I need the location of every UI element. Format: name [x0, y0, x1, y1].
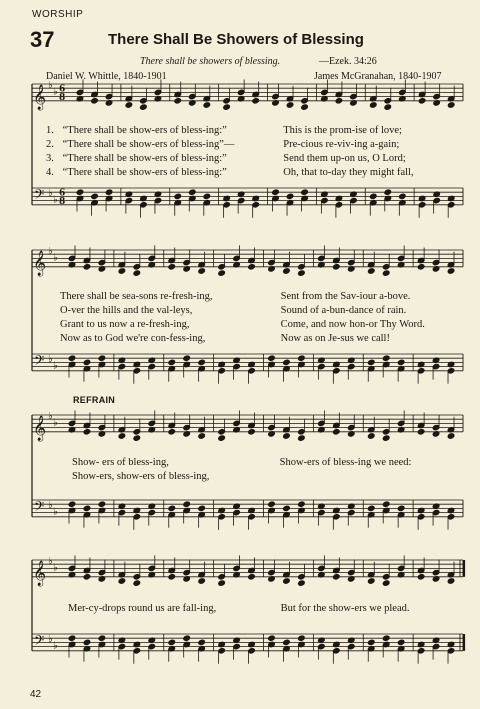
note-head: [174, 98, 182, 105]
lyric-text: Mer-cy-drops round us are fall-ing,: [68, 603, 217, 614]
note-head: [417, 574, 425, 581]
note-head: [168, 359, 176, 366]
lyric-text: There shall be sea-sons re-fresh-ing,: [60, 291, 213, 302]
note-head: [248, 574, 256, 581]
lyric-text: This is the prom-ise of love;: [283, 125, 402, 136]
note-head: [68, 635, 76, 642]
verse-3-line-1: [46, 153, 406, 164]
note-head: [418, 98, 426, 105]
note-head: [198, 433, 206, 440]
note-head: [168, 639, 176, 646]
note-head: [298, 355, 306, 362]
note-head: [367, 268, 375, 275]
note-head: [83, 639, 91, 646]
note-head: [268, 501, 276, 508]
note-head: [83, 429, 91, 436]
note-head: [298, 435, 306, 442]
note-head: [68, 501, 76, 508]
note-head: [369, 102, 377, 109]
note-head: [283, 359, 291, 366]
scripture-text: There shall be showers of blessing.: [140, 56, 281, 67]
note-head: [183, 635, 191, 642]
note-head: [248, 429, 256, 436]
note-head: [125, 102, 133, 109]
note-head: [118, 578, 126, 585]
refrain-line-2: [68, 603, 410, 614]
note-head: [168, 264, 176, 271]
note-head: [283, 433, 291, 440]
lyric-text: “There shall be show-ers of bless-ing”—: [62, 139, 235, 150]
note-head: [301, 189, 309, 196]
verse-4-line-2: [60, 333, 390, 344]
lyric-text: Grant to us now a re-fresh-ing,: [60, 319, 190, 330]
lyric-text: Show- ers of bless-ing,: [72, 457, 169, 468]
note-head: [397, 639, 405, 646]
note-head: [203, 102, 211, 109]
note-head: [83, 574, 91, 581]
note-head: [367, 578, 375, 585]
note-head: [83, 264, 91, 271]
note-head: [283, 578, 291, 585]
note-head: [298, 635, 306, 642]
bass-clef: 𝄢: [34, 186, 45, 206]
note-head: [183, 355, 191, 362]
lyric-text: Come, and now hon-or Thy Word.: [280, 319, 425, 330]
note-head: [286, 102, 294, 109]
note-head: [399, 193, 407, 200]
flat-sign: ♭: [53, 194, 58, 206]
lyric-text: Now as on Je-sus we call!: [280, 333, 390, 344]
note-head: [298, 580, 306, 587]
verse-4-line-1: [46, 167, 414, 178]
note-head: [382, 270, 390, 277]
time-signature: 6: [59, 84, 66, 95]
note-head: [447, 268, 455, 275]
scripture-reference: —Ezek. 34:26: [319, 56, 377, 67]
composer-credit: James McGranahan, 1840-1907: [314, 71, 442, 82]
verse-3-line-2: [60, 319, 425, 330]
lyric-text: “There shall be show-ers of bless-ing:”: [62, 125, 227, 136]
note-head: [382, 501, 390, 508]
flat-sign: ♭: [53, 506, 58, 518]
note-head: [133, 580, 141, 587]
note-head: [168, 429, 176, 436]
note-head: [218, 580, 226, 587]
treble-clef: 𝄞: [33, 84, 47, 110]
flat-sign: ♭: [53, 640, 58, 652]
lyric-text: “There shall be show-ers of bless-ing:”: [62, 167, 227, 178]
lyric-text: Show-ers of bless-ing we need:: [279, 457, 412, 468]
flat-sign: ♭: [48, 411, 53, 422]
note-head: [283, 268, 291, 275]
lyric-text: Sent from the Sav-iour a-bove.: [280, 291, 411, 302]
note-head: [168, 574, 176, 581]
note-head: [248, 264, 256, 271]
flat-sign: ♭: [48, 188, 53, 200]
time-signature: 6: [59, 188, 66, 199]
note-head: [98, 501, 106, 508]
flat-sign: ♭: [48, 634, 53, 646]
treble-clef: 𝄞: [33, 560, 47, 586]
note-head: [198, 578, 206, 585]
note-head: [183, 501, 191, 508]
note-head: [447, 433, 455, 440]
note-head: [91, 98, 99, 105]
flat-sign: ♭: [48, 246, 53, 257]
note-head: [382, 435, 390, 442]
note-head: [198, 359, 206, 366]
note-head: [203, 193, 211, 200]
note-head: [133, 270, 141, 277]
note-head: [397, 359, 405, 366]
flat-sign: ♭: [48, 354, 53, 366]
hymn-title: There Shall Be Showers of Blessing: [108, 31, 364, 48]
note-head: [252, 98, 260, 105]
lyric-text: Pre-cious re-viv-ing a-gain;: [283, 139, 400, 150]
flat-sign: ♭: [53, 417, 58, 429]
author-credit: Daniel W. Whittle, 1840-1901: [46, 71, 167, 82]
note-head: [83, 359, 91, 366]
lyric-text: Show-ers, show-ers of bless-ing,: [72, 471, 210, 482]
note-head: [298, 501, 306, 508]
verse-number: 4.: [46, 167, 54, 178]
note-head: [447, 102, 455, 109]
note-head: [283, 505, 291, 512]
note-head: [118, 433, 126, 440]
refrain-label: REFRAIN: [73, 395, 116, 405]
note-head: [367, 359, 375, 366]
note-head: [301, 104, 309, 111]
verse-2-line-1: [46, 139, 399, 150]
note-head: [286, 193, 294, 200]
section-label: WORSHIP: [32, 9, 84, 20]
note-head: [218, 270, 226, 277]
note-head: [198, 639, 206, 646]
note-head: [333, 264, 341, 271]
bass-clef: 𝄢: [34, 632, 45, 652]
note-head: [382, 355, 390, 362]
verse-1-line-2: [60, 291, 410, 302]
bass-clef: 𝄢: [34, 352, 45, 372]
flat-sign: ♭: [48, 80, 53, 91]
flat-sign: ♭: [53, 360, 58, 372]
refrain-line-1: [72, 457, 411, 468]
lyric-text: O-ver the hills and the val-leys,: [60, 305, 193, 316]
note-head: [367, 433, 375, 440]
note-head: [367, 639, 375, 646]
note-head: [397, 505, 405, 512]
verse-number: 3.: [46, 153, 54, 164]
note-head: [272, 189, 280, 196]
note-head: [198, 505, 206, 512]
flat-sign: ♭: [48, 500, 53, 512]
note-head: [118, 268, 126, 275]
lyric-text: Oh, that to-day they might fall,: [283, 167, 414, 178]
lyric-text: But for the show-ers we plead.: [280, 603, 410, 614]
note-head: [367, 505, 375, 512]
verse-number: 1.: [46, 125, 54, 136]
note-head: [98, 355, 106, 362]
note-head: [384, 189, 392, 196]
time-signature: 8: [59, 92, 66, 103]
note-head: [198, 268, 206, 275]
note-head: [133, 435, 141, 442]
note-head: [333, 574, 341, 581]
note-head: [268, 635, 276, 642]
note-head: [298, 270, 306, 277]
note-head: [223, 104, 231, 111]
note-head: [218, 435, 226, 442]
lyric-text: Now as to God we're con-fess-ing,: [60, 333, 206, 344]
note-head: [333, 429, 341, 436]
time-signature: 8: [59, 196, 66, 207]
verse-number: 2.: [46, 139, 54, 150]
note-head: [382, 635, 390, 642]
flat-sign: ♭: [48, 556, 53, 567]
bass-clef: 𝄢: [34, 498, 45, 518]
note-head: [382, 580, 390, 587]
note-head: [91, 193, 99, 200]
note-head: [447, 578, 455, 585]
flat-sign: ♭: [53, 86, 58, 98]
note-head: [283, 639, 291, 646]
note-head: [384, 104, 392, 111]
note-head: [105, 189, 113, 196]
verse-1-line-1: [46, 125, 402, 136]
refrain-line-1-alto: [72, 471, 209, 482]
note-head: [140, 104, 148, 111]
note-head: [417, 264, 425, 271]
note-head: [417, 429, 425, 436]
note-head: [76, 189, 84, 196]
lyric-text: Sound of a-bun-dance of rain.: [280, 305, 407, 316]
note-head: [369, 193, 377, 200]
lyric-text: Send them up-on us, O Lord;: [283, 153, 406, 164]
hymn-number: 37: [30, 27, 55, 52]
note-head: [98, 635, 106, 642]
verse-2-line-2: [60, 305, 406, 316]
note-head: [168, 505, 176, 512]
note-head: [188, 189, 196, 196]
note-head: [268, 355, 276, 362]
page-number: 42: [30, 689, 42, 700]
treble-clef: 𝄞: [33, 415, 47, 441]
note-head: [83, 505, 91, 512]
note-head: [174, 193, 182, 200]
note-head: [335, 98, 343, 105]
flat-sign: ♭: [53, 562, 58, 574]
note-head: [68, 355, 76, 362]
treble-clef: 𝄞: [33, 250, 47, 276]
lyric-text: “There shall be show-ers of bless-ing:”: [62, 153, 227, 164]
flat-sign: ♭: [53, 252, 58, 264]
